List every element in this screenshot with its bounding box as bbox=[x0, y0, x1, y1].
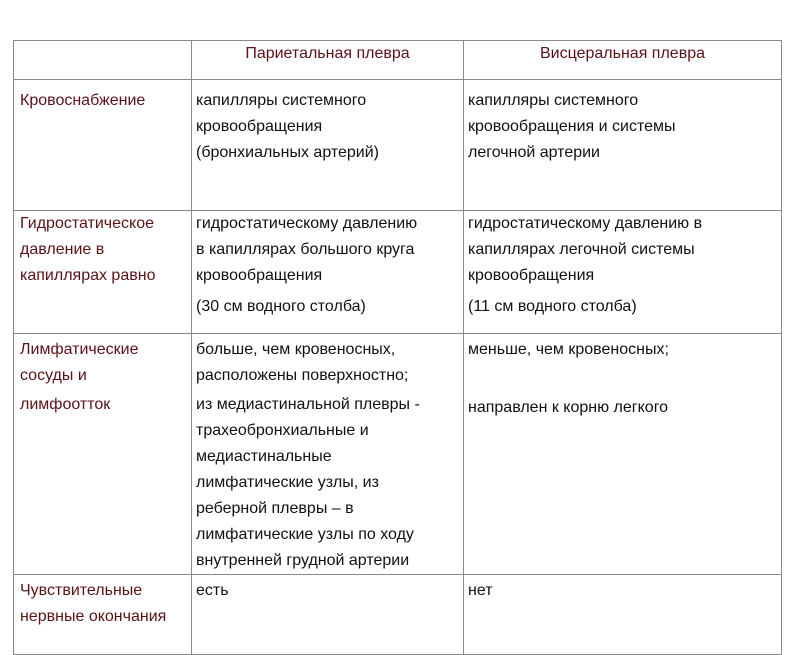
cell-text: кровообращения и системы bbox=[468, 118, 676, 135]
row-label: нервные окончания bbox=[20, 608, 167, 625]
visceral-cell bbox=[464, 211, 782, 334]
row-label: капиллярах равно bbox=[20, 267, 156, 284]
parietal-cell bbox=[192, 80, 464, 211]
visceral-cell bbox=[464, 575, 782, 655]
cell-text: гидростатическому давлению bbox=[196, 215, 418, 232]
header-empty-cell bbox=[14, 41, 192, 80]
cell-text: меньше, чем кровеносных; bbox=[468, 341, 669, 358]
visceral-cell bbox=[464, 80, 782, 211]
cell-text: гидростатическому давлению в bbox=[468, 215, 703, 232]
row-label: Чувствительные bbox=[20, 582, 143, 599]
visceral-cell bbox=[464, 334, 782, 575]
cell-text: направлен к корню легкого bbox=[468, 399, 669, 416]
cell-text: лимфатические узлы по ходу bbox=[196, 526, 414, 543]
cell-text: расположены поверхностно; bbox=[196, 367, 409, 384]
header-parietal: Париетальная плевра bbox=[192, 41, 464, 80]
cell-text: медиастинальные bbox=[196, 448, 332, 465]
cell-text: легочной артерии bbox=[468, 144, 600, 161]
cell-text: (бронхиальных артерий) bbox=[196, 144, 380, 161]
row-label: лимфоотток bbox=[20, 396, 111, 413]
table-row-blood-supply bbox=[14, 80, 782, 211]
row-label-cell bbox=[14, 575, 192, 655]
table-row-nerve-endings bbox=[14, 575, 782, 655]
row-label: давление в bbox=[20, 241, 105, 258]
cell-text: (30 см водного столба) bbox=[196, 298, 366, 315]
row-label-cell bbox=[14, 334, 192, 575]
cell-text: кровообращения bbox=[468, 267, 595, 284]
cell-text: в капиллярах большого круга bbox=[196, 241, 415, 258]
table-header-row bbox=[14, 41, 782, 80]
cell-text: из медиастинальной плевры - bbox=[196, 396, 420, 413]
cell-text: лимфатические узлы, из bbox=[196, 474, 379, 491]
cell-text: (11 см водного столба) bbox=[468, 298, 637, 315]
parietal-cell bbox=[192, 211, 464, 334]
row-label: Кровоснабжение bbox=[20, 92, 146, 109]
table-row-hydrostatic-pressure bbox=[14, 211, 782, 334]
row-label-cell bbox=[14, 80, 192, 211]
cell-text: трахеобронхиальные и bbox=[196, 422, 369, 439]
cell-text: внутренней грудной артерии bbox=[196, 552, 410, 569]
cell-text: кровообращения bbox=[196, 267, 323, 284]
parietal-cell bbox=[192, 334, 464, 575]
cell-text: нет bbox=[468, 582, 493, 599]
cell-text: кровообращения bbox=[196, 118, 323, 135]
cell-text: реберной плевры – в bbox=[196, 500, 354, 517]
parietal-cell bbox=[192, 575, 464, 655]
row-label-cell bbox=[14, 211, 192, 334]
header-visceral: Висцеральная плевра bbox=[464, 41, 782, 80]
table-row-lymphatics bbox=[14, 334, 782, 575]
cell-text: капилляры системного bbox=[468, 92, 639, 109]
row-label: Гидростатическое bbox=[20, 215, 155, 232]
cell-text: капиллярах легочной системы bbox=[468, 241, 695, 258]
cell-text: есть bbox=[196, 582, 229, 599]
pleura-comparison-table bbox=[13, 40, 782, 655]
cell-text: капилляры системного bbox=[196, 92, 367, 109]
row-label: Лимфатические bbox=[20, 341, 139, 358]
cell-text: больше, чем кровеносных, bbox=[196, 341, 396, 358]
row-label: сосуды и bbox=[20, 367, 87, 384]
